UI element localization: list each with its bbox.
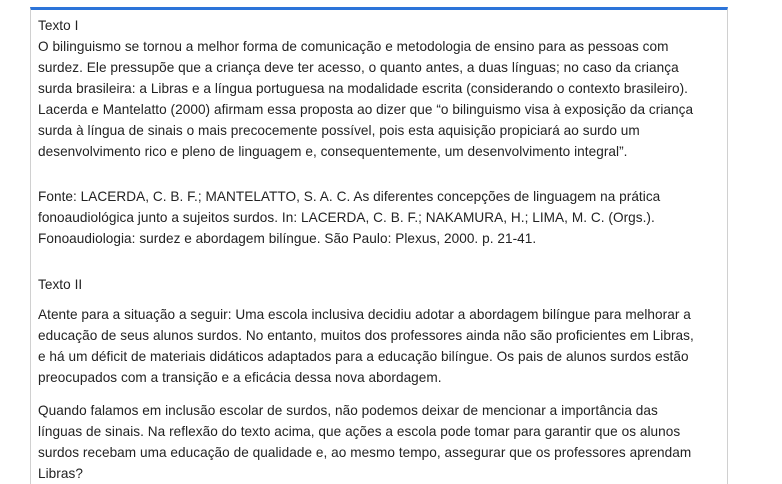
source-citation xyxy=(38,186,719,249)
texto2-line: preocupados com a transição e a eficácia dessa nova abordagem. xyxy=(38,370,442,385)
question-line: surdos recebam uma educação de qualidade e, ao mesmo tempo, assegurar que os professores aprendam xyxy=(38,445,692,460)
texto1-title: Texto I xyxy=(38,18,79,33)
question-panel xyxy=(30,7,728,484)
texto2-title: Texto II xyxy=(38,277,83,292)
texto1-line: surda à língua de sinais o mais precocemente possível, pois esta aquisição propiciará ao surdo um xyxy=(38,123,640,138)
texto2-paragraph xyxy=(38,304,719,388)
question-line: línguas de sinais. Na reflexão do texto acima, que ações a escola pode tomar para garantir que os alunos xyxy=(38,424,681,439)
question-line: Libras? xyxy=(38,466,83,481)
citation-line: fonoaudiológica junto a sujeitos surdos. In: LACERDA, C. B. F.; NAKAMURA, H.; LIMA, M. C. (Orgs.). xyxy=(38,210,655,225)
citation-line: Fonte: LACERDA, C. B. F.; MANTELATTO, S. A. C. As diferentes concepções de linguagem na prática xyxy=(38,189,661,204)
question-prompt xyxy=(38,400,719,484)
texto1-line: O bilinguismo se tornou a melhor forma de comunicação e metodologia de ensino para as pessoas com xyxy=(38,39,669,54)
texto1-paragraph xyxy=(38,36,719,162)
question-line: Quando falamos em inclusão escolar de surdos, não podemos deixar de mencionar a importância das xyxy=(38,403,658,418)
texto1-line: surda brasileira: a Libras e a língua portuguesa na modalidade escrita (considerando o contexto brasileiro). xyxy=(38,81,688,96)
texto1-line: surdez. Ele pressupõe que a criança deve ter acesso, o quanto antes, a duas línguas; no caso da criança xyxy=(38,60,679,75)
texto2-line: e há um déficit de materiais didáticos adaptados para a educação bilíngue. Os pais de alunos surdos estão xyxy=(38,349,689,364)
texto2-line: educação de seus alunos surdos. No entanto, muitos dos professores ainda não são proficientes em Libras, xyxy=(38,328,694,343)
citation-line: Fonoaudiologia: surdez e abordagem bilíngue. São Paulo: Plexus, 2000. p. 21-41. xyxy=(38,231,537,246)
texto1-line: desenvolvimento rico e pleno de linguagem e, consequentemente, um desenvolvimento integral”. xyxy=(38,144,628,159)
texto1-line: Lacerda e Mantelatto (2000) afirmam essa proposta ao dizer que “o bilinguismo visa à exposição da criança xyxy=(38,102,694,117)
texto2-line: Atente para a situação a seguir: Uma escola inclusiva decidiu adotar a abordagem bilíngue para melhorar a xyxy=(38,307,691,322)
question-content xyxy=(38,15,719,484)
